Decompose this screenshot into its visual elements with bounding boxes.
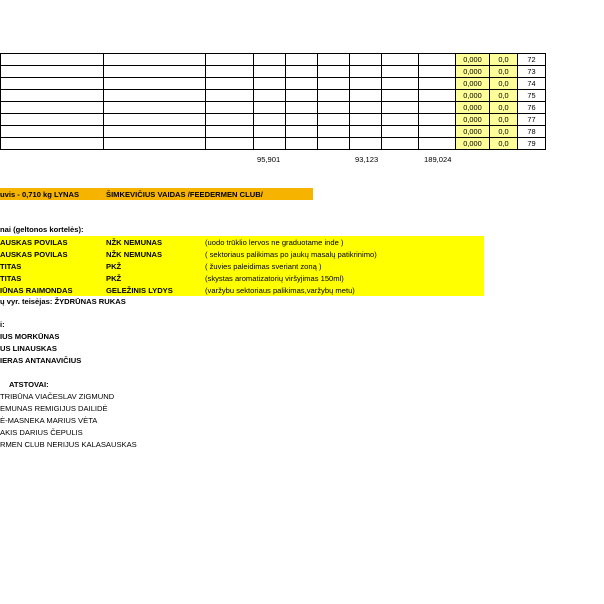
empty-cell <box>419 66 456 78</box>
empty-cell <box>104 66 206 78</box>
row-number-cell: 78 <box>518 126 546 138</box>
rep-name: RMEN CLUB NERIJUS KALASAUSKAS <box>0 440 137 449</box>
total-2: 93,123 <box>355 155 379 164</box>
points-cell: 0,0 <box>490 126 518 138</box>
empty-cell <box>350 102 382 114</box>
empty-cell <box>104 78 206 90</box>
empty-cell <box>104 126 206 138</box>
table-row <box>1 102 546 114</box>
empty-cell <box>318 90 350 102</box>
empty-cell <box>206 138 254 150</box>
points-cell: 0,0 <box>490 54 518 66</box>
empty-cell <box>206 126 254 138</box>
table-row <box>1 126 546 138</box>
table-row <box>1 66 546 78</box>
empty-cell <box>286 78 318 90</box>
empty-cell <box>382 54 419 66</box>
empty-cell <box>1 66 104 78</box>
empty-cell <box>382 114 419 126</box>
empty-cell <box>350 66 382 78</box>
card-team: GELEŽINIS LYDYS <box>106 286 173 295</box>
empty-cell <box>206 78 254 90</box>
empty-cell <box>206 114 254 126</box>
card-team: PKŽ <box>106 274 122 283</box>
empty-cell <box>104 90 206 102</box>
empty-cell <box>350 90 382 102</box>
card-team: NŽK NEMUNAS <box>106 238 163 247</box>
empty-cell <box>350 114 382 126</box>
empty-cell <box>382 138 419 150</box>
card-team: PKŽ <box>106 262 122 271</box>
judge-name: IUS MORKŪNAS <box>0 332 60 341</box>
table-row <box>1 90 546 102</box>
table-row <box>1 78 546 90</box>
empty-cell <box>419 54 456 66</box>
empty-cell <box>286 90 318 102</box>
empty-cell <box>1 90 104 102</box>
empty-cell <box>254 126 286 138</box>
empty-cell <box>286 102 318 114</box>
weight-cell: 0,000 <box>456 102 490 114</box>
empty-cell <box>254 138 286 150</box>
empty-cell <box>350 78 382 90</box>
empty-cell <box>206 66 254 78</box>
empty-cell <box>286 126 318 138</box>
table-row <box>1 138 546 150</box>
row-number-cell: 76 <box>518 102 546 114</box>
total-1: 95,901 <box>257 155 281 164</box>
results-table <box>0 53 546 150</box>
weight-cell: 0,000 <box>456 126 490 138</box>
empty-cell <box>419 126 456 138</box>
empty-cell <box>1 78 104 90</box>
empty-cell <box>286 66 318 78</box>
card-angler: TITAS <box>0 262 22 271</box>
empty-cell <box>254 66 286 78</box>
empty-cell <box>382 66 419 78</box>
points-cell: 0,0 <box>490 114 518 126</box>
empty-cell <box>254 90 286 102</box>
card-team: NŽK NEMUNAS <box>106 250 163 259</box>
cards-title: nai (geltonos kortelės): <box>0 225 84 234</box>
points-cell: 0,0 <box>490 138 518 150</box>
empty-cell <box>206 90 254 102</box>
card-reason: ( žuvies paleidimas sveriant zoną ) <box>205 262 322 271</box>
empty-cell <box>286 54 318 66</box>
empty-cell <box>350 138 382 150</box>
empty-cell <box>382 78 419 90</box>
empty-cell <box>104 54 206 66</box>
empty-cell <box>419 102 456 114</box>
empty-cell <box>1 138 104 150</box>
empty-cell <box>104 138 206 150</box>
empty-cell <box>286 114 318 126</box>
rep-name: EMUNAS REMIGIJUS DAILIDĖ <box>0 404 108 413</box>
weight-cell: 0,000 <box>456 114 490 126</box>
empty-cell <box>1 126 104 138</box>
empty-cell <box>206 102 254 114</box>
weight-cell: 0,000 <box>456 90 490 102</box>
points-cell: 0,0 <box>490 90 518 102</box>
card-reason: (skystas aromatizatorių viršyjimas 150ml) <box>205 274 344 283</box>
empty-cell <box>419 114 456 126</box>
points-cell: 0,0 <box>490 66 518 78</box>
row-number-cell: 72 <box>518 54 546 66</box>
empty-cell <box>254 78 286 90</box>
empty-cell <box>1 102 104 114</box>
card-reason: ( sektoriaus palikimas po jaukų masalų patikrinimo) <box>205 250 377 259</box>
empty-cell <box>382 90 419 102</box>
empty-cell <box>382 126 419 138</box>
empty-cell <box>254 102 286 114</box>
reps-title: ATSTOVAI: <box>9 380 49 389</box>
row-number-cell: 74 <box>518 78 546 90</box>
points-cell: 0,0 <box>490 78 518 90</box>
card-angler: IŪNAS RAIMONDAS <box>0 286 73 295</box>
weight-cell: 0,000 <box>456 66 490 78</box>
empty-cell <box>1 54 104 66</box>
total-3: 189,024 <box>424 155 452 164</box>
empty-cell <box>318 54 350 66</box>
biggest-fish-label: uvis - 0,710 kg LYNAS <box>0 190 80 199</box>
card-angler: AUSKAS POVILAS <box>0 238 68 247</box>
row-number-cell: 73 <box>518 66 546 78</box>
empty-cell <box>286 138 318 150</box>
table-row <box>1 54 546 66</box>
rep-name: TRIBŪNA VIAČESLAV ZIGMUND <box>0 392 115 401</box>
empty-cell <box>382 102 419 114</box>
judges-title: i: <box>0 320 5 329</box>
rep-name: Ė-MASNEKA MARIUS VĖTA <box>0 416 98 425</box>
empty-cell <box>350 54 382 66</box>
empty-cell <box>350 126 382 138</box>
card-angler: AUSKAS POVILAS <box>0 250 68 259</box>
card-reason: (varžybu sektoriaus palikimas,varžybų metu) <box>205 286 355 295</box>
table-row <box>1 114 546 126</box>
empty-cell <box>318 138 350 150</box>
judge-name: IERAS ANTANAVIČIUS <box>0 356 82 365</box>
empty-cell <box>104 102 206 114</box>
empty-cell <box>254 54 286 66</box>
empty-cell <box>1 114 104 126</box>
row-number-cell: 77 <box>518 114 546 126</box>
weight-cell: 0,000 <box>456 138 490 150</box>
biggest-fish-angler: ŠIMKEVIČIUS VAIDAS /FEEDERMEN CLUB/ <box>106 190 263 199</box>
points-cell: 0,0 <box>490 102 518 114</box>
row-number-cell: 75 <box>518 90 546 102</box>
weight-cell: 0,000 <box>456 78 490 90</box>
weight-cell: 0,000 <box>456 54 490 66</box>
row-number-cell: 79 <box>518 138 546 150</box>
rep-name: AKIS DARIUS ČEPULIS <box>0 428 83 437</box>
empty-cell <box>419 78 456 90</box>
empty-cell <box>318 114 350 126</box>
chief-judge: ų vyr. teisėjas: ŽYDRŪNAS RUKAS <box>0 297 126 306</box>
card-reason: (uodo trūklio lervos ne graduotame inde ) <box>205 238 344 247</box>
empty-cell <box>206 54 254 66</box>
empty-cell <box>419 138 456 150</box>
empty-cell <box>318 126 350 138</box>
judge-name: US LINAUSKAS <box>0 344 57 353</box>
empty-cell <box>104 114 206 126</box>
empty-cell <box>318 66 350 78</box>
card-angler: TITAS <box>0 274 22 283</box>
empty-cell <box>318 78 350 90</box>
empty-cell <box>254 114 286 126</box>
empty-cell <box>419 90 456 102</box>
empty-cell <box>318 102 350 114</box>
